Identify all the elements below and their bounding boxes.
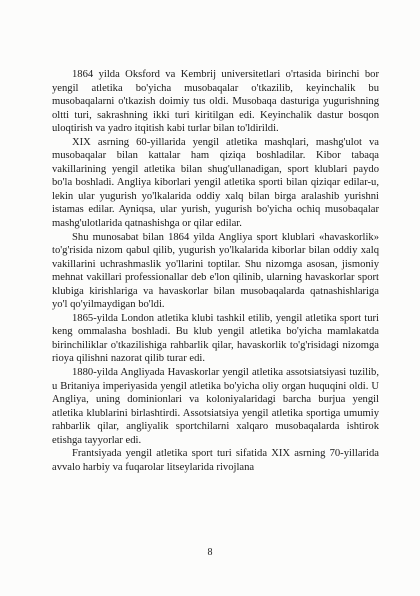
paragraph-xix-century-60s: XIX asrning 60-yillarida yengil atletika mashqlari, mashg'ulot va musobaqalar bilan kattalar ham qiziqa boshladilar. Kibor tabaqa vakillarining yengil atletika bilan shug'ullanadigan, sport klublari paydo bo'la boshladi. Angliya kiborlari yengil atletika sporti bilan qiziqar edilar-u, lekin ular yugurish yo'lkalarida oddiy xalq bilan birga aralashib yurishni istamas edilar. Ayniqsa, ular yurish, yugurish bo'yicha ochiq musobaqalar mashg'ulotlarida qatnashishga or qilar edilar.: [52, 136, 379, 230]
paragraph-amateurism-statute: Shu munosabat bilan 1864 yilda Angliya sport klublari «havaskorlik» to'g'risida nizom qabul qilib, yugurish yo'lkalarida kiborlar bilan oddiy xalq vakillarini uchrashmaslik yo'llarini toptilar. Shu nizomga asosan, jismoniy mehnat vakillari professionallar deb e'lon qilinib, ularning havaskorlar sport klubiga kirishlariga va havaskorlar bilan musobaqalarda qatnashishlariga yo'l qo'yilmaydigan bo'ldi.: [52, 231, 379, 311]
paragraph-london-athletic-club: 1865-yilda London atletika klubi tashkil etilib, yengil atletika sport turi keng ommalasha boshladi. Bu klub yengil atletika bo'yicha mamlakatda birinchiliklar o'tkazilishiga rahbarlik qilar, havaskorlik to'g'risidagi nizomga rioya qilishni nazorat qilib turar edi.: [52, 312, 379, 365]
paragraph-amateur-association: 1880-yilda Angliyada Havaskorlar yengil atletika assotsiatsiyasi tuzilib, u Britaniya imperiyasida yengil atletika bo'yicha oliy organ huquqini oldi. U Angliya, uning dominionlari va koloniyalaridagi barcha burjua yengil atletika klublarini birlashtirdi. Assotsiatsiya yengil atletika sportiga umumiy rahbarlik qilar, angliyalik sportchilarni xalqaro musobaqalarda ishtirok etishga tayyorlar edi.: [52, 367, 379, 446]
body-text: [52, 68, 379, 474]
paragraph-france: Frantsiyada yengil atletika sport turi sifatida XIX asrning 70-yillarida avvalo harbiy va fuqarolar litseylarida rivojlana: [52, 448, 379, 473]
page-number: 8: [207, 547, 213, 558]
paragraph-oxford-cambridge: 1864 yilda Oksford va Kembrij universitetlari o'rtasida birinchi bor yengil atletika bo'yicha musobaqalar o'tkazilib, keyinchalik bu musobaqalarni o'tkazish doimiy tus oldi. Musobaqa dasturiga yugurishning oltti turi, sakrashning ikki turi kiritilgan edi. Keyinchalik dastur bosqon uloqtirish va yadro itqitish kabi turlar bilan to'ldirildi.: [52, 69, 379, 135]
